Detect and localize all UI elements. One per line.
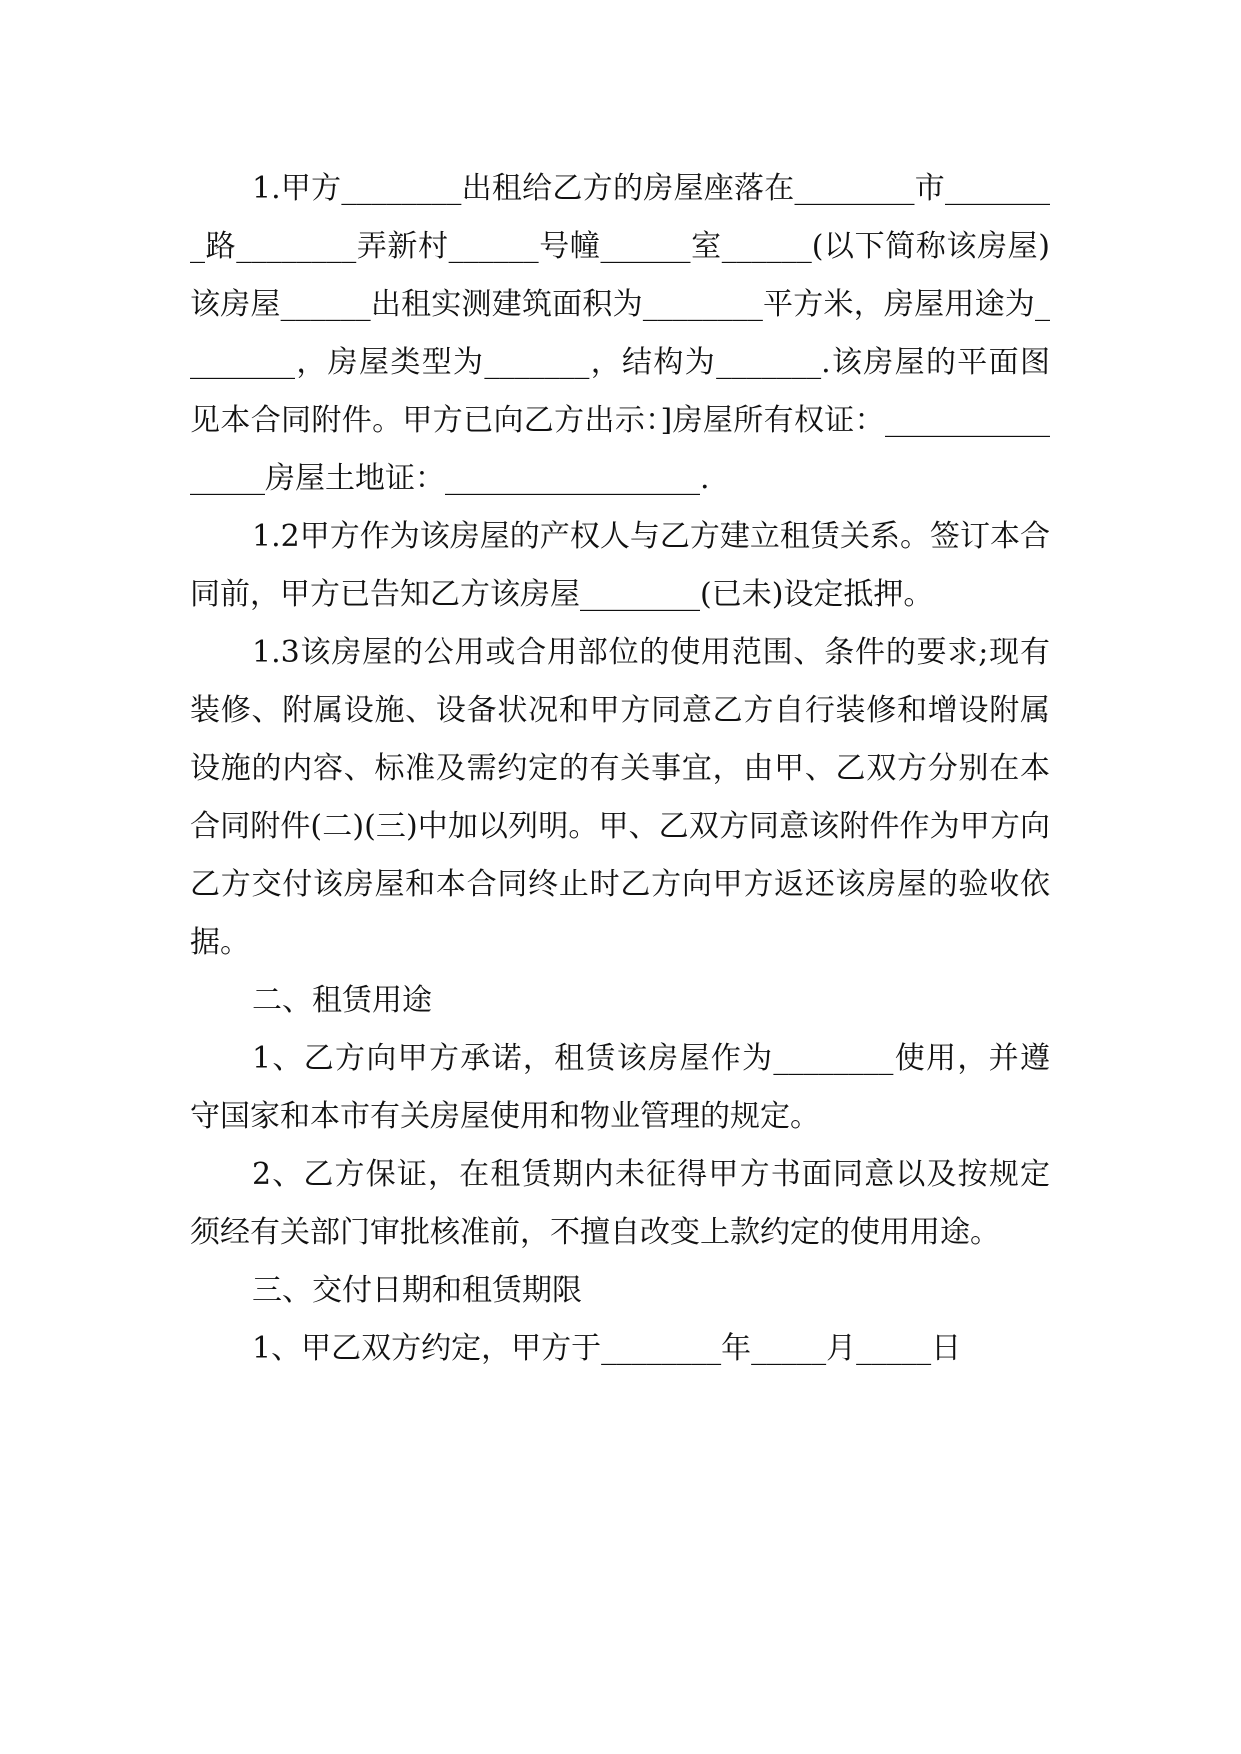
section-heading-delivery-term: 三、交付日期和租赁期限	[252, 1273, 582, 1308]
clause-1-2-ownership: 1.2甲方作为该房屋的产权人与乙方建立租赁关系。签订本合同前，甲方已告知乙方该房屋________(已未)设定抵押。	[190, 519, 1050, 612]
clause-2-2-use-guarantee: 2、乙方保证，在租赁期内未征得甲方书面同意以及按规定须经有关部门审批核准前，不擅自改变上款约定的使用用途。	[190, 1157, 1050, 1250]
clause-1-3-facilities: 1.3该房屋的公用或合用部位的使用范围、条件的要求;现有装修、附属设施、设备状况和甲方同意乙方自行装修和增设附属设施的内容、标准及需约定的有关事宜，由甲、乙双方分别在本合同附件(二)(三)中加以列明。甲、乙双方同意该附件作为甲方向乙方交付该房屋和本合同终止时乙方向甲方返还该房屋的验收依据。	[190, 635, 1050, 960]
clause-3-1-delivery-date: 1、甲乙双方约定，甲方于________年_____月_____日	[252, 1331, 962, 1366]
section-heading-lease-use: 二、租赁用途	[252, 983, 432, 1018]
document-page	[190, 160, 1050, 1378]
clause-1-1-premises: 1.甲方________出租给乙方的房屋座落在________市________路________弄新村______号幢______室______(以下简称该房屋)该房屋______出租实测建筑面积为________平方米，房屋用途为________，房屋类型为_______，结构为_______.该房屋的平面图见本合同附件。甲方已向乙方出示：]房屋所有权证：________________房屋土地证：_________________.	[190, 171, 1050, 496]
clause-2-1-use-commitment: 1、乙方向甲方承诺，租赁该房屋作为________使用，并遵守国家和本市有关房屋使用和物业管理的规定。	[190, 1041, 1050, 1134]
